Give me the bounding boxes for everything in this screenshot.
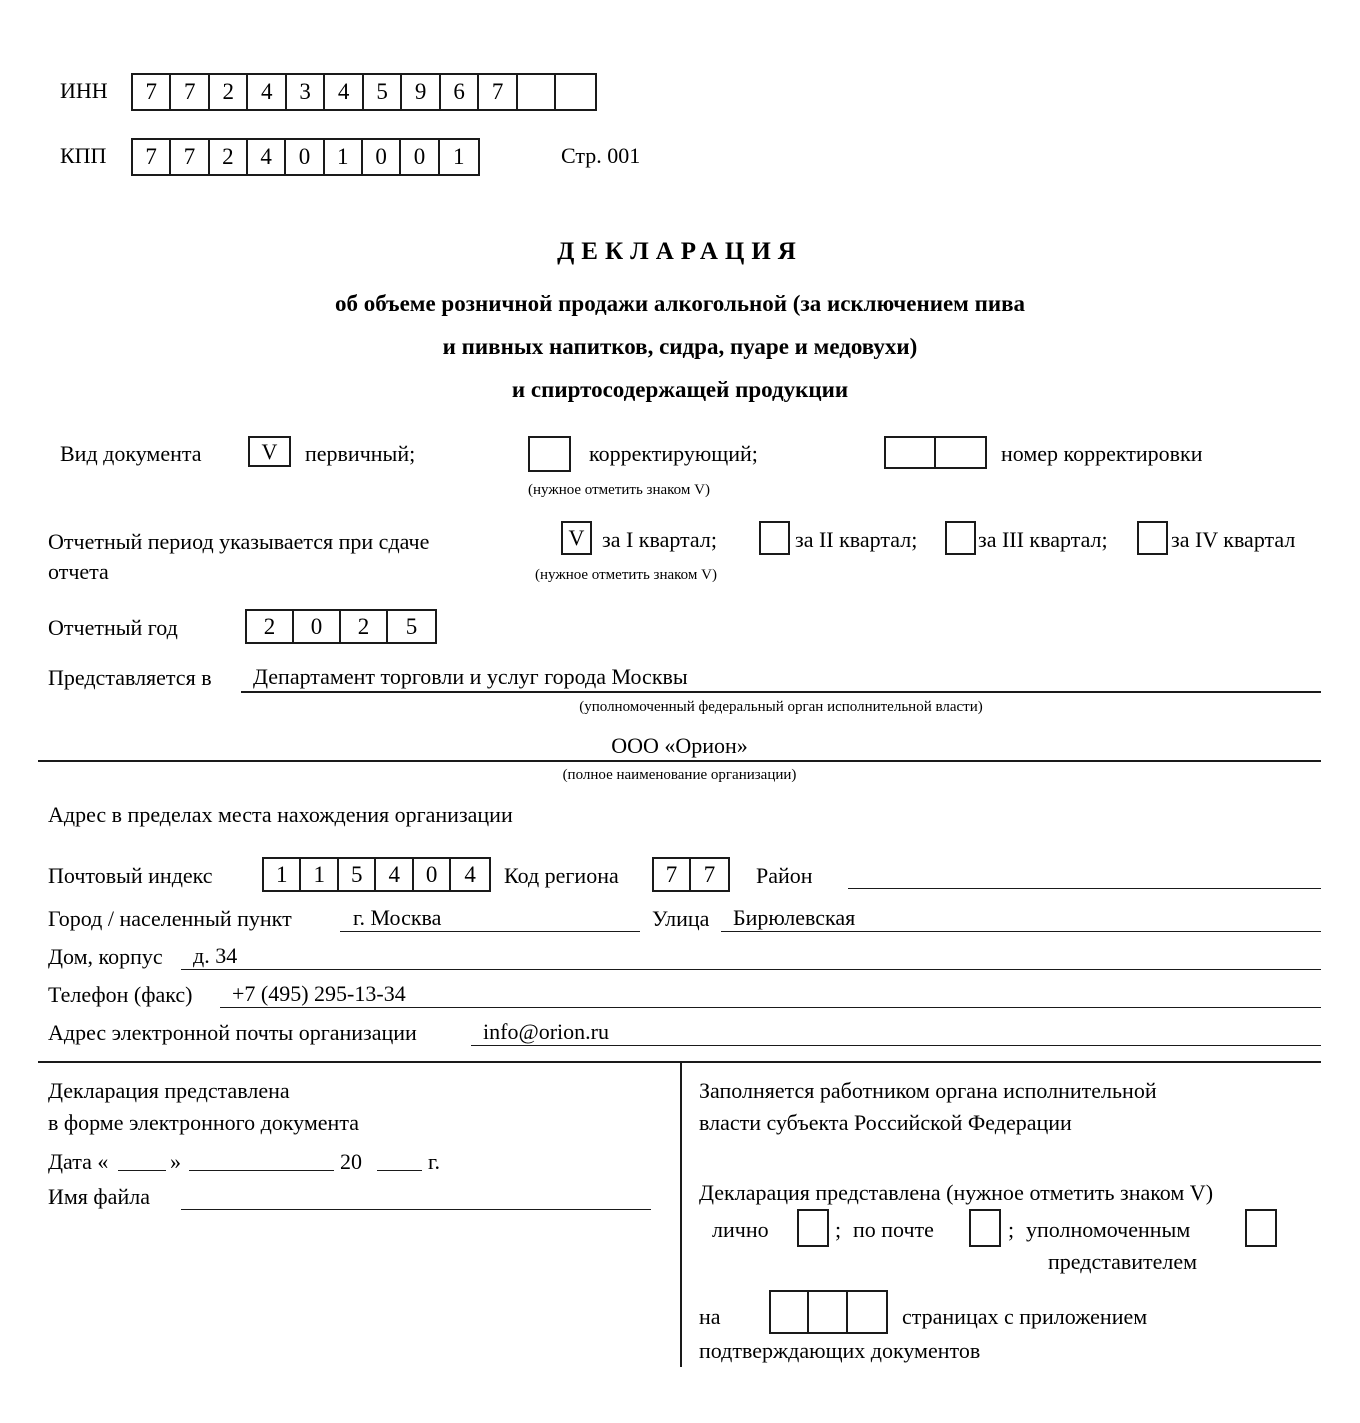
checkbox-primary[interactable]: V bbox=[248, 436, 291, 467]
checkbox-quarter-2[interactable] bbox=[759, 521, 790, 555]
email-label: Адрес электронной почты организации bbox=[48, 1020, 417, 1045]
inn-cell-9[interactable]: 6 bbox=[441, 75, 479, 109]
correction-number-cell-2[interactable] bbox=[936, 438, 986, 467]
postal-cell-5[interactable]: 0 bbox=[414, 859, 451, 890]
kpp-cells[interactable] bbox=[131, 138, 480, 176]
pages-cell-1[interactable] bbox=[771, 1292, 809, 1332]
house-rule bbox=[181, 969, 1321, 970]
kpp-cell-5[interactable]: 0 bbox=[286, 140, 324, 174]
phone-label: Телефон (факс) bbox=[48, 982, 193, 1007]
correction-number-cells[interactable] bbox=[884, 436, 987, 469]
region-code-label: Код региона bbox=[504, 863, 619, 888]
phone-value[interactable]: +7 (495) 295-13-34 bbox=[232, 981, 406, 1006]
year-cell-4[interactable]: 5 bbox=[405, 613, 418, 639]
primary-label: первичный; bbox=[305, 441, 416, 466]
reporting-year-label: Отчетный год bbox=[48, 615, 178, 640]
district-rule bbox=[848, 888, 1321, 889]
date-suffix-label: г. bbox=[428, 1149, 441, 1174]
year-cell-3[interactable]: 2 bbox=[341, 611, 388, 642]
inn-cell-10[interactable]: 7 bbox=[479, 75, 517, 109]
kpp-cell-2[interactable]: 7 bbox=[171, 140, 209, 174]
postal-cell-6[interactable]: 4 bbox=[464, 861, 476, 887]
quarter-2-label: за II квартал; bbox=[795, 527, 918, 552]
footer-vertical-divider bbox=[680, 1061, 682, 1367]
inn-cell-11[interactable] bbox=[518, 75, 556, 109]
correction-number-cell-1[interactable] bbox=[886, 438, 936, 467]
postal-cell-2[interactable]: 1 bbox=[301, 859, 338, 890]
inn-cell-2[interactable]: 7 bbox=[171, 75, 209, 109]
email-rule bbox=[471, 1045, 1321, 1046]
checkbox-quarter-3[interactable] bbox=[945, 521, 976, 555]
year-cell-2[interactable]: 0 bbox=[294, 611, 341, 642]
submitted-to-label: Представляется в bbox=[48, 665, 212, 690]
region-cell-2[interactable]: 7 bbox=[703, 861, 716, 887]
postal-index-cells[interactable] bbox=[262, 857, 491, 892]
file-name-label: Имя файла bbox=[48, 1184, 150, 1209]
document-title: ДЕКЛАРАЦИЯ bbox=[557, 238, 803, 265]
region-cell-1[interactable]: 7 bbox=[654, 859, 691, 890]
kpp-label: КПП bbox=[60, 143, 107, 168]
document-type-hint: (нужное отметить знаком V) bbox=[528, 482, 710, 498]
submitted-to-caption: (уполномоченный федеральный орган исполнительной власти) bbox=[579, 699, 983, 715]
postal-index-label: Почтовый индекс bbox=[48, 863, 213, 888]
correction-number-label: номер корректировки bbox=[1001, 441, 1203, 466]
region-code-cells[interactable] bbox=[652, 857, 730, 892]
kpp-cell-8[interactable]: 0 bbox=[401, 140, 439, 174]
street-value[interactable]: Бирюлевская bbox=[733, 905, 856, 930]
phone-rule bbox=[220, 1007, 1321, 1008]
footer-left-line2: в форме электронного документа bbox=[48, 1110, 359, 1135]
inn-cell-12[interactable] bbox=[556, 75, 594, 109]
inn-cell-6[interactable]: 4 bbox=[325, 75, 363, 109]
date-day-rule[interactable] bbox=[118, 1170, 166, 1171]
organization-value[interactable]: ООО «Орион» bbox=[611, 733, 748, 758]
inn-cell-7[interactable]: 5 bbox=[364, 75, 402, 109]
kpp-cell-6[interactable]: 1 bbox=[325, 140, 363, 174]
period-hint: (нужное отметить знаком V) bbox=[535, 567, 717, 583]
submitted-to-value[interactable]: Департамент торговли и услуг города Москвы bbox=[253, 664, 688, 689]
address-section-label: Адрес в пределах места нахождения организации bbox=[48, 802, 513, 827]
document-type-label: Вид документа bbox=[60, 441, 202, 466]
by-representative-label-2: представителем bbox=[1048, 1249, 1198, 1274]
inn-cell-3[interactable]: 2 bbox=[210, 75, 248, 109]
city-label: Город / населенный пункт bbox=[48, 906, 292, 931]
date-year-prefix: 20 bbox=[340, 1149, 362, 1174]
city-rule bbox=[340, 931, 640, 932]
checkbox-correcting[interactable] bbox=[528, 436, 571, 472]
pages-suffix-label-1: страницах с приложением bbox=[902, 1304, 1148, 1329]
kpp-cell-3[interactable]: 2 bbox=[210, 140, 248, 174]
footer-right-line1: Заполняется работником органа исполнительной bbox=[699, 1078, 1157, 1103]
submitted-to-rule bbox=[241, 691, 1321, 693]
postal-cell-1[interactable]: 1 bbox=[264, 859, 301, 890]
period-label-line2: отчета bbox=[48, 559, 109, 584]
document-subtitle-line3: и спиртосодержащей продукции bbox=[511, 377, 849, 402]
quarter-4-label: за IV квартал bbox=[1171, 527, 1296, 552]
pages-count-cells[interactable] bbox=[769, 1290, 888, 1334]
in-person-label: лично bbox=[712, 1217, 769, 1242]
checkbox-in-person[interactable] bbox=[797, 1209, 829, 1247]
date-year-rule[interactable] bbox=[377, 1170, 422, 1171]
inn-label: ИНН bbox=[60, 78, 108, 103]
inn-cell-4[interactable]: 4 bbox=[248, 75, 286, 109]
kpp-cell-7[interactable]: 0 bbox=[363, 140, 401, 174]
date-prefix-label: Дата « bbox=[48, 1149, 109, 1174]
by-mail-label: по почте bbox=[853, 1217, 934, 1242]
checkbox-quarter-1[interactable]: V bbox=[561, 521, 592, 555]
inn-cell-1[interactable]: 7 bbox=[133, 75, 171, 109]
date-quote-label: » bbox=[170, 1149, 181, 1174]
kpp-cell-4[interactable]: 4 bbox=[248, 140, 286, 174]
inn-cells[interactable] bbox=[131, 73, 597, 111]
footer-right-line2: власти субъекта Российской Федерации bbox=[699, 1110, 1072, 1135]
reporting-year-cells[interactable] bbox=[245, 609, 437, 644]
inn-cell-5[interactable]: 3 bbox=[287, 75, 325, 109]
postal-cell-4[interactable]: 4 bbox=[376, 859, 413, 890]
email-value[interactable]: info@orion.ru bbox=[483, 1019, 609, 1044]
period-label-line1: Отчетный период указывается при сдаче bbox=[48, 529, 430, 554]
kpp-cell-9[interactable]: 1 bbox=[453, 144, 465, 169]
page-number-label: Стр. 001 bbox=[561, 143, 641, 168]
by-representative-label: уполномоченным bbox=[1026, 1217, 1191, 1242]
district-label: Район bbox=[756, 863, 813, 888]
checkbox-by-mail[interactable] bbox=[969, 1209, 1001, 1247]
pages-cell-2[interactable] bbox=[809, 1292, 847, 1332]
inn-cell-8[interactable]: 9 bbox=[402, 75, 440, 109]
separator-1: ; bbox=[835, 1217, 842, 1242]
document-subtitle-line1: об объеме розничной продажи алкогольной (за исключением пива bbox=[334, 291, 1026, 316]
year-cell-1[interactable]: 2 bbox=[247, 611, 294, 642]
postal-cell-3[interactable]: 5 bbox=[339, 859, 376, 890]
organization-rule bbox=[38, 760, 1321, 762]
checkbox-by-representative[interactable] bbox=[1245, 1209, 1277, 1247]
city-value[interactable]: г. Москва bbox=[353, 905, 442, 930]
date-month-rule[interactable] bbox=[189, 1170, 334, 1171]
house-label: Дом, корпус bbox=[48, 944, 163, 969]
footer-left-line1: Декларация представлена bbox=[48, 1078, 290, 1103]
quarter-1-label: за I квартал; bbox=[602, 527, 717, 552]
street-label: Улица bbox=[652, 906, 710, 931]
correcting-label: корректирующий; bbox=[589, 441, 758, 466]
pages-suffix-label-2: подтверждающих документов bbox=[699, 1338, 981, 1363]
file-name-rule bbox=[181, 1209, 651, 1210]
footer-right-submitted-hint: Декларация представлена (нужное отметить знаком V) bbox=[699, 1180, 1214, 1205]
house-value[interactable]: д. 34 bbox=[193, 943, 238, 968]
street-rule bbox=[721, 931, 1321, 932]
organization-caption: (полное наименование организации) bbox=[562, 767, 797, 783]
checkbox-quarter-4[interactable] bbox=[1137, 521, 1168, 555]
kpp-cell-1[interactable]: 7 bbox=[133, 140, 171, 174]
document-subtitle-line2: и пивных напитков, сидра, пуаре и медовухи) bbox=[442, 334, 918, 359]
pages-prefix-label: на bbox=[699, 1304, 721, 1329]
pages-cell-3[interactable] bbox=[848, 1292, 886, 1332]
separator-2: ; bbox=[1008, 1217, 1015, 1242]
quarter-3-label: за III квартал; bbox=[978, 527, 1108, 552]
